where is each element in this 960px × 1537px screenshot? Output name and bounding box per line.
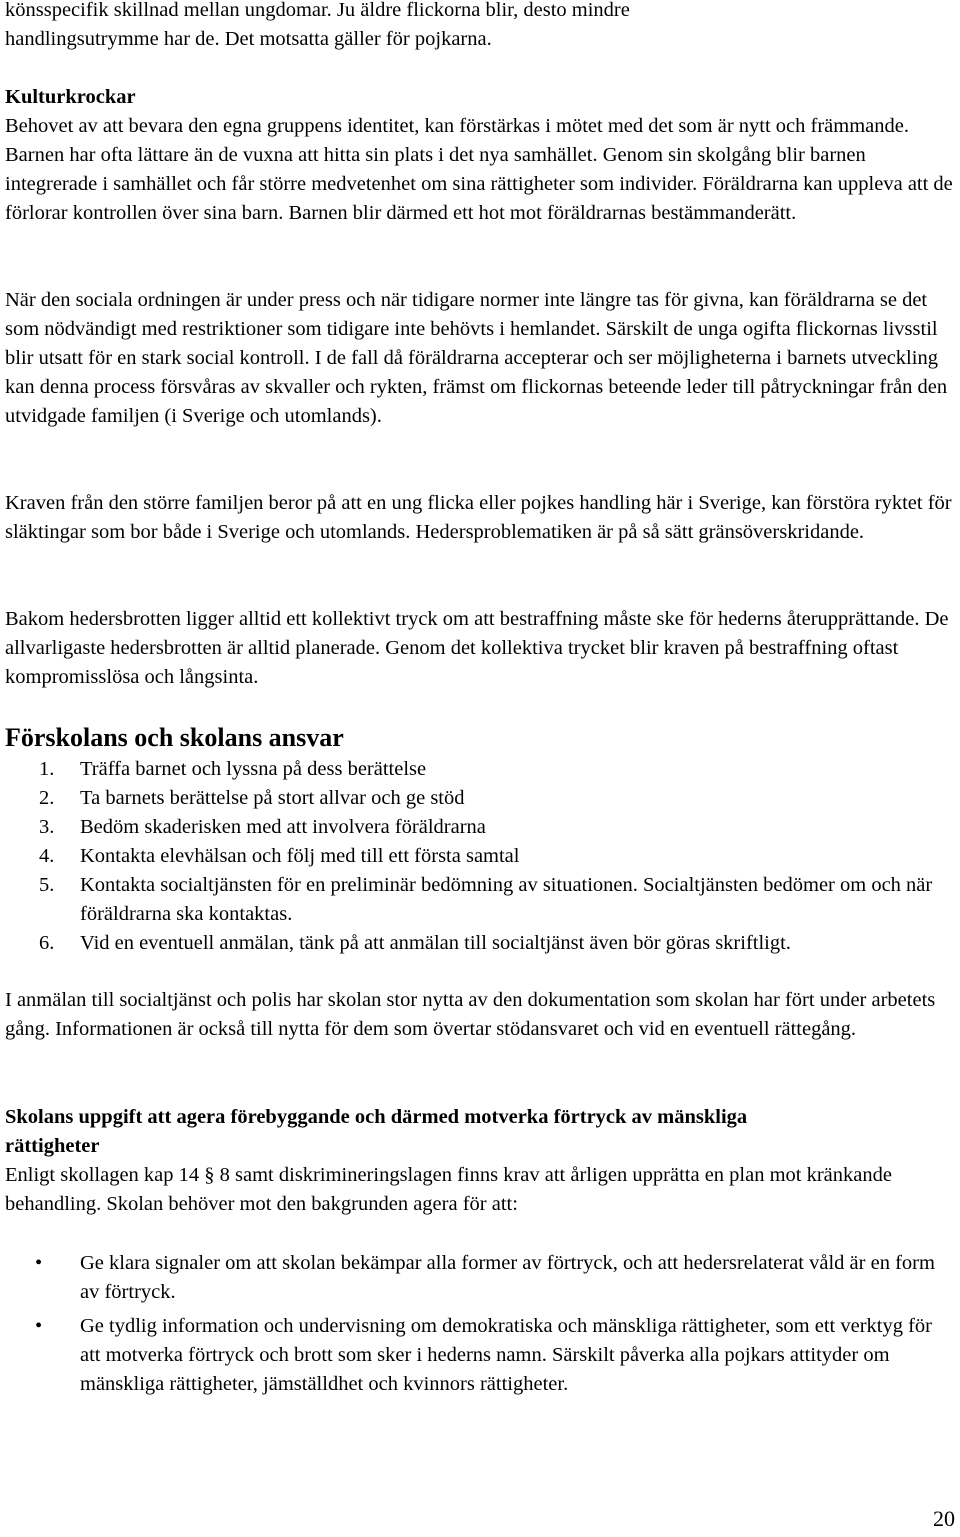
body-paragraph: Enligt skollagen kap 14 § 8 samt diskrimineringslagen finns krav att årligen upprätta en plan mot kränkande behandling. Skolan behöver mot den bakgrunden agera för att: xyxy=(5,1164,892,1215)
kulturkrockar-section xyxy=(5,83,955,228)
body-paragraph: Kraven från den större familjen beror på att en ung flicka eller pojkes handling här i Sverige, kan förstöra ryktet för släktingar som bor både i Sverige och utomlands. Hedersproblematiken är på så sätt gränsöverskridande. xyxy=(5,492,952,543)
bullet-icon: • xyxy=(35,1315,43,1337)
list-item-text: Träffa barnet och lyssna på dess berättelse xyxy=(80,758,427,780)
list-item-text: Ta barnets berättelse på stort allvar och ge stöd xyxy=(80,787,465,809)
body-paragraph: I anmälan till socialtjänst och polis har skolan stor nytta av den dokumentation som skolan har fört under arbetets gång. Informationen är också till nytta för dem som övertar stödansvaret och vid en eventuell rättegång. xyxy=(5,989,936,1040)
list-number: 4. xyxy=(39,845,55,867)
list-item-text: Ge klara signaler om att skolan bekämpar alla former av förtryck, och att hedersrelaterat våld är en form av förtryck. xyxy=(80,1252,935,1303)
list-item-text: Bedöm skaderisken med att involvera föräldrarna xyxy=(80,816,486,838)
bullet-icon: • xyxy=(35,1252,43,1274)
list-item xyxy=(5,755,955,784)
list-number: 5. xyxy=(39,874,55,896)
list-number: 2. xyxy=(39,787,55,809)
uppgift-section xyxy=(5,1103,955,1219)
list-item xyxy=(5,784,955,813)
list-number: 1. xyxy=(39,758,55,780)
list-number: 6. xyxy=(39,932,55,954)
list-item xyxy=(5,1249,955,1307)
page-number: 20 xyxy=(933,1506,955,1531)
list-item-text: Ge tydlig information och undervisning om demokratiska och mänskliga rättigheter, som ett verktyg för att motverka förtryck och brott som sker i hederns namn. Särskilt påverka alla pojkars attityder om mänskliga rättigheter, jämställdhet och kvinnors rättigheter. xyxy=(80,1315,933,1395)
intro-line: könsspecifik skillnad mellan ungdomar. Ju äldre flickorna blir, desto mindre xyxy=(5,0,630,21)
body-paragraph: Bakom hedersbrotten ligger alltid ett kollektivt tryck om att bestraffning måste ske för hederns återupprättande. De allvarligaste hedersbrotten är alltid planerade. Genom det kollektiva trycket blir kraven på bestraffning oftast kompromisslösa och långsinta. xyxy=(5,608,949,688)
list-item xyxy=(5,929,955,958)
bullet-list xyxy=(5,1249,955,1399)
list-number: 3. xyxy=(39,816,55,838)
list-item xyxy=(5,842,955,871)
list-item-text: Vid en eventuell anmälan, tänk på att anmälan till socialtjänst även bör göras skriftligt. xyxy=(80,932,791,954)
list-item xyxy=(5,813,955,842)
section-subheading: Skolans uppgift att agera förebyggande och därmed motverka förtryck av mänskliga rättigheter xyxy=(5,1106,748,1157)
section-heading: Förskolans och skolans ansvar xyxy=(5,723,344,752)
body-paragraph: När den sociala ordningen är under press och när tidigare normer inte längre tas för givna, kan föräldrarna se det som nödvändigt med restriktioner som tidigare inte behövts i hemlandet. Särskilt de unga ogifta flickornas livsstil blir utsatt för en stark social kontroll. I de fall då föräldrarna accepterar och ser möjligheterna i barnets utveckling kan denna process försvåras av skvaller och rykten, främst om flickornas beteende leder till påtryckningar från den utvidgade familjen (i Sverige och utomlands). xyxy=(5,289,948,427)
action-steps-list xyxy=(5,755,955,958)
intro-paragraph xyxy=(5,0,955,54)
list-item xyxy=(5,871,955,929)
list-item xyxy=(5,1312,955,1399)
section-subheading: Kulturkrockar xyxy=(5,86,136,108)
list-item-text: Kontakta socialtjänsten för en preliminär bedömning av situationen. Socialtjänsten bedömer om och när föräldrarna ska kontaktas. xyxy=(80,874,933,925)
list-item-text: Kontakta elevhälsan och följ med till ett första samtal xyxy=(80,845,520,867)
intro-line: handlingsutrymme har de. Det motsatta gäller för pojkarna. xyxy=(5,28,492,50)
body-paragraph: Behovet av att bevara den egna gruppens identitet, kan förstärkas i mötet med det som är nytt och främmande. Barnen har ofta lättare än de vuxna att hitta sin plats i det nya samhället. Genom sin skolgång blir barnen integrerade i samhället och får större medvetenhet om sina rättigheter som individer. Föräldrarna kan uppleva att de förlorar kontrollen över sina barn. Barnen blir därmed ett hot mot föräldrarnas bestämmanderätt. xyxy=(5,115,953,224)
